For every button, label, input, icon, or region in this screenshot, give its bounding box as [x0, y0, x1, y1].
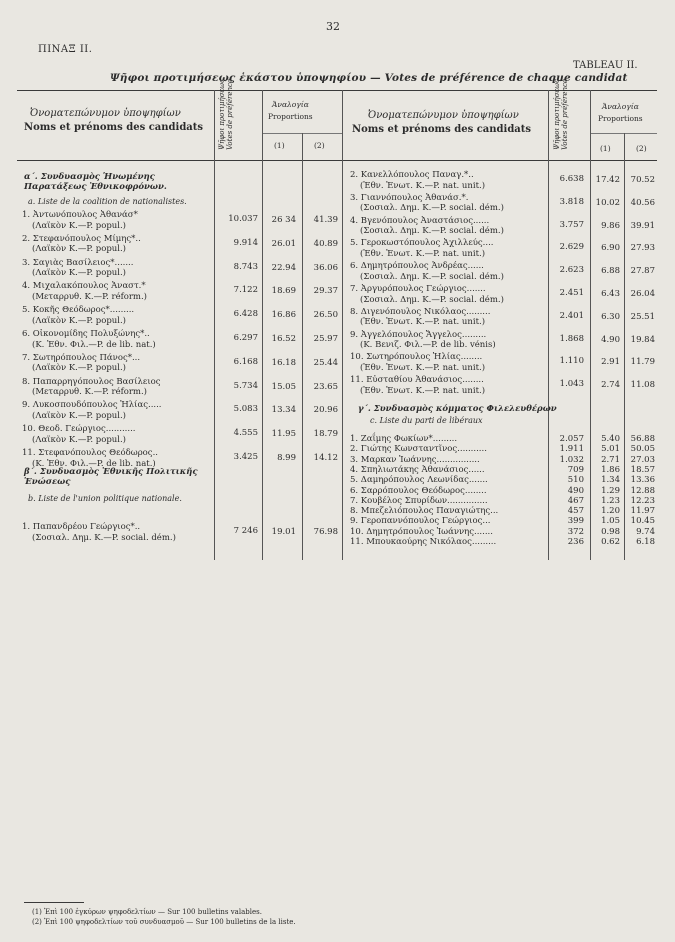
votes-value: 6.638 [559, 174, 584, 184]
votes-value: 10.037 [228, 214, 258, 224]
candidate-name: 7. Ἀργυρόπουλος Γεώργιος....... [350, 284, 486, 294]
proportion-2-value: 20.96 [313, 405, 338, 416]
votes-value: 1.110 [559, 356, 584, 367]
votes-value: 7.122 [233, 285, 258, 296]
candidate-party: (Ἐθν. Ἑνωτ. Κ.—P. nat. unit.) [360, 385, 486, 396]
header-names-greek-left: Ὀνοματεπώνυμον ὑποψηφίων [30, 108, 181, 119]
candidate-party: (Κ. Ἐθν. Φιλ.—P. de lib. nat.) [32, 458, 156, 469]
candidate-party: (Μεταρρυθ. Κ.—P. réform.) [32, 387, 147, 398]
candidate-name: 5. Κοκῆς Θεόδωρος*......... [22, 305, 135, 316]
header-votes-rot-left: Ψῆφοι προτιμήσεως Votes de préférence [218, 78, 234, 150]
proportion-2-value: 39.91 [630, 220, 655, 231]
table-row [22, 377, 161, 398]
table-row: 4. Σπηλιωτάκης Ἀθανάσιος...... [350, 464, 485, 475]
header-col2-left: (2) [314, 141, 325, 150]
candidate-party: (Λαϊκὸν Κ.—P. popul.) [32, 410, 126, 421]
table-row [22, 400, 162, 421]
candidate-name: 7. Σωτηρόπουλος Πάνος*... [22, 352, 141, 363]
votes-value: 8.743 [233, 261, 258, 272]
table-row [350, 375, 485, 396]
proportion-1-value: 5.01 [601, 444, 620, 455]
proportion-2-value: 11.08 [630, 380, 655, 391]
col-line [590, 90, 591, 560]
table-row [22, 448, 158, 469]
proportion-2-value: 10.45 [630, 516, 655, 527]
col-line [342, 90, 343, 560]
table-row [22, 305, 134, 326]
table-row: 2. Γιώτης Κωνσταντῖνος........... [350, 444, 487, 455]
proportion-1-value: 11.95 [271, 429, 296, 440]
proportion-2-value: 27.93 [630, 243, 655, 254]
proportion-1-value: 2.71 [601, 454, 620, 465]
table-row: 10. Δημητρόπουλος Ἰωάννης....... [350, 526, 493, 537]
candidate-party: (Λαϊκὸν Κ.—P. popul.) [32, 315, 126, 326]
votes-value: 2.401 [559, 310, 584, 321]
table-row [22, 522, 176, 543]
table-row [22, 258, 133, 279]
col-line [302, 133, 303, 560]
table-row [22, 329, 156, 350]
proportion-1-value: 8.99 [277, 453, 296, 463]
header-proportions-greek-left: Ἀναλογία [272, 100, 309, 109]
header-names-greek-right: Ὀνοματεπώνυμον ὑποψηφίων [368, 110, 519, 121]
header-names-french-right: Noms et prénoms des candidats [352, 124, 532, 135]
header-col1-right: (1) [600, 144, 611, 153]
proportion-2-value: 12.23 [630, 495, 655, 506]
table-row [350, 352, 485, 373]
proportion-2-value: 50.05 [630, 444, 655, 455]
table-row [350, 193, 504, 214]
candidate-party: (Ἐθν. Ἑνωτ. Κ.—P. nat. unit.) [360, 248, 486, 259]
proportion-1-value: 1.23 [601, 495, 620, 506]
proportion-2-value: 40.56 [630, 197, 655, 208]
votes-value: 467 [567, 495, 584, 506]
proportion-1-value: 15.05 [271, 381, 296, 392]
col-line [262, 90, 263, 560]
table-row [22, 353, 140, 374]
proportion-2-value: 13.36 [630, 475, 655, 486]
proportion-2-value: 56.88 [630, 434, 655, 444]
proportion-1-value: 0.98 [601, 526, 620, 537]
section-a-title: α΄. Συνδυασμὸς Ἡνωμένης Παρατάξεως Ἐθνικοφρόνων. [24, 172, 167, 192]
proportion-1-value: 1.34 [601, 475, 620, 486]
candidate-name: 9. Λυκοσπουδόπουλος Ἠλίας..... [22, 400, 162, 411]
header-proportions-greek-right: Ἀναλογία [602, 102, 639, 111]
col-line [214, 90, 215, 560]
candidate-party: (Σοσιαλ. Δημ. Κ.—P. social. dém.) [32, 532, 176, 543]
table-row: 5. Δαμηρόπουλος Λεωνίδας....... [350, 475, 488, 486]
candidate-name: 10. Σωτηρόπουλος Ἠλίας........ [350, 352, 483, 363]
votes-value: 490 [567, 485, 584, 496]
candidate-party: (Λαϊκὸν Κ.—P. popul.) [32, 363, 126, 374]
votes-value: 4.555 [233, 428, 258, 439]
proportion-2-value: 9.74 [636, 526, 655, 537]
header-proportions-french-left: Proportions [268, 112, 313, 121]
proportion-1-value: 26 34 [271, 215, 296, 225]
proportion-2-value: 70.52 [630, 175, 655, 185]
candidate-party: (Λαϊκὸν Κ.—P. popul.) [32, 268, 126, 279]
candidate-name: 2. Κανελλόπουλος Παναγ.*.. [350, 170, 474, 180]
votes-value: 2.623 [559, 265, 584, 276]
candidate-party: (Σοσιαλ. Δημ. Κ.—P. social. dém.) [360, 203, 504, 214]
votes-value: 1.868 [559, 333, 584, 344]
proportion-1-value: 6.88 [601, 266, 620, 277]
candidate-party: (Λαϊκὸν Κ.—P. popul.) [32, 244, 126, 255]
section-b-title: β΄. Συνδυασμὸς Ἐθνικῆς Πολιτικῆς Ἑνώσεως [24, 467, 198, 487]
proportion-2-value: 76.98 [313, 527, 338, 537]
candidate-name: 3. Γιαννόπουλος Ἀθανάσ.*. [350, 192, 469, 203]
proportion-2-value: 26.04 [630, 289, 655, 299]
votes-value: 2.057 [559, 434, 584, 444]
proportion-2-value: 23.65 [313, 381, 338, 392]
proportion-1-value: 22.94 [271, 262, 296, 273]
candidate-name: 6. Οἰκονομίδης Πολυξώνης*.. [22, 329, 150, 339]
proportion-1-value: 6.30 [601, 311, 620, 322]
proportion-1-value: 6.90 [601, 243, 620, 254]
votes-value: 3.818 [559, 196, 584, 207]
candidate-party: (Μεταρρυθ. Κ.—P. réform.) [32, 291, 147, 302]
candidate-party: (Σοσιαλ. Δημ. Κ.—P. social. dém.) [360, 226, 504, 237]
votes-value: 510 [567, 475, 584, 486]
table-label-french: TABLEAU II. [573, 60, 638, 71]
candidate-party: (Κ. Βενιζ. Φιλ.—P. de lib. vénis) [360, 340, 496, 351]
proportion-1-value: 4.90 [601, 334, 620, 345]
votes-value: 6.168 [233, 356, 258, 367]
table-row [350, 307, 490, 328]
proportion-2-value: 18.79 [313, 429, 338, 440]
header-names-french-left: Noms et prénoms des candidats [24, 122, 204, 133]
table-row [22, 424, 135, 445]
proportion-2-value: 25.44 [313, 357, 338, 368]
votes-value: 5.734 [233, 380, 258, 391]
candidate-name: 11. Στεφανόπουλος Θεόδωρος.. [22, 448, 158, 458]
votes-value: 5.083 [233, 404, 258, 415]
proportion-1-value: 10.02 [595, 197, 620, 208]
table-row: 6. Σαρρόπουλος Θεόδωρος........ [350, 485, 487, 496]
proportion-2-value: 19.84 [630, 334, 655, 345]
header-col1-left: (1) [274, 141, 285, 150]
proportion-2-value: 14.12 [313, 453, 338, 463]
proportion-1-value: 1.05 [601, 516, 620, 527]
proportion-1-value: 5.40 [601, 434, 620, 444]
proportion-1-value: 1.20 [601, 506, 620, 517]
proportion-1-value: 13.34 [271, 405, 296, 416]
proportion-2-value: 25.97 [313, 334, 338, 344]
footnote-1: (1) Ἐπὶ 100 ἐγκύρων ψηφοδελτίων — Sur 100 bulletins valables. [32, 908, 262, 916]
candidate-party: (Ἐθν. Ἑνωτ. Κ.—P. nat. unit.) [360, 317, 486, 328]
candidate-name: 6. Δημητρόπουλος Ἀνδρέας...... [350, 261, 484, 272]
candidate-name: 8. Παπαρρηγόπουλος Βασίλειος [22, 376, 161, 387]
page-number: 32 [326, 20, 340, 33]
proportion-2-value: 25.51 [630, 311, 655, 322]
proportion-2-value: 11.79 [630, 357, 655, 368]
footnote-2: (2) Ἐπὶ 100 ψηφοδελτίων τοῦ συνδυασμοῦ — Sur 100 bulletins de la liste. [32, 918, 296, 926]
candidate-name: 5. Γεροκωστόπουλος Ἀχιλλεύς.... [350, 238, 494, 249]
header-col2-right: (2) [636, 144, 647, 153]
candidate-name: 1. Παπανδρέου Γεώργιος*.. [22, 522, 141, 532]
table-row: 3. Μαρκαν Ἰωάννης................ [350, 454, 480, 465]
candidate-party: (Λαϊκὸν Κ.—P. popul.) [32, 434, 126, 445]
candidate-party: (Ἐθν. Ἑνωτ. Κ.—P. nat. unit.) [360, 362, 486, 373]
proportion-2-value: 27.03 [630, 454, 655, 465]
header-votes-rot-right: Ψῆφοι προτιμήσεως Votes de préférence [553, 78, 569, 150]
votes-value: 372 [567, 526, 584, 537]
col-line [624, 133, 625, 560]
table-row [22, 234, 141, 255]
proportion-1-value: 6.43 [601, 289, 620, 299]
votes-value: 9.914 [233, 237, 258, 248]
proportion-1-value: 16.86 [271, 310, 296, 321]
table-row [350, 238, 493, 259]
candidate-party: (Σοσιαλ. Δημ. Κ.—P. social. dém.) [360, 271, 504, 282]
proportion-1-value: 1.86 [601, 464, 620, 475]
table-row: 7. Κουβέλος Σπυρίδων............... [350, 495, 488, 506]
votes-value: 457 [567, 506, 584, 517]
footnote-rule [24, 902, 84, 903]
table-row [350, 170, 485, 191]
table-row: 1. Ζαΐμης Φωκίων*......... [350, 434, 458, 444]
candidate-party: (Ἐθν. Ἑνωτ. Κ.—P. nat. unit.) [360, 180, 486, 191]
candidate-name: 2. Στεφανόπουλος Μίμης*.. [22, 233, 141, 244]
table-row [350, 330, 496, 351]
header-bottom-rule [17, 160, 657, 161]
candidate-party: (Σοσιαλ. Δημ. Κ.—P. social. dém.) [360, 294, 504, 305]
header-proportions-french-right: Proportions [598, 114, 643, 123]
proportion-1-value: 0.62 [601, 537, 620, 547]
proportion-2-value: 12.88 [630, 485, 655, 496]
section-a-subtitle: a. Liste de la coalition de nationalistes. [28, 197, 187, 206]
proportion-2-value: 6.18 [636, 537, 655, 547]
proportion-1-value: 2.91 [601, 357, 620, 368]
votes-value: 3.757 [559, 219, 584, 230]
candidate-party: (Λαϊκὸν Κ.—P. popul.) [32, 220, 126, 231]
proportion-2-value: 36.06 [313, 262, 338, 273]
candidate-name: 4. Μιχαλακόπουλος Ἀναστ.* [22, 281, 146, 292]
section-c-subtitle: c. Liste du parti de libéraux [370, 416, 483, 425]
proportion-1-value: 1.29 [601, 485, 620, 496]
proportion-1-value: 19.01 [271, 527, 296, 537]
votes-value: 399 [567, 516, 584, 527]
candidate-name: 1. Ἀντωνόπουλος Ἀθανάσ* [22, 210, 138, 220]
candidate-name: 3. Σαγιὰς Βασίλειος*....... [22, 257, 134, 268]
votes-value: 2.451 [559, 288, 584, 298]
candidate-name: 9. Ἀγγελόπουλος Ἄγγελος......... [350, 329, 487, 340]
candidate-name: 4. Βγενόπουλος Ἀναστάσιος...... [350, 215, 490, 226]
table-row [350, 216, 504, 237]
votes-value: 2.629 [559, 242, 584, 253]
section-b-subtitle: b. Liste de l'union politique nationale. [28, 494, 182, 503]
table-row: 8. Μπεζελιόπουλος Παναγιώτης... [350, 506, 499, 517]
table-row [350, 284, 504, 305]
proportion-1-value: 2.74 [601, 380, 620, 391]
proportion-1-value: 26.01 [271, 238, 296, 249]
proportion-1-value: 9.86 [601, 220, 620, 231]
proportion-2-value: 41.39 [313, 215, 338, 225]
table-row [22, 210, 138, 231]
votes-value: 236 [567, 537, 584, 547]
table-subtitle: Ψῆφοι προτιμήσεως ἑκάστου ὑποψηφίου — Votes de préférence de chaque candidat [110, 72, 628, 84]
proportion-1-value: 16.52 [271, 334, 296, 344]
candidate-party: (Κ. Ἐθν. Φιλ.—P. de lib. nat.) [32, 339, 156, 350]
proportion-2-value: 27.87 [630, 266, 655, 277]
candidate-name: 11. Εὐσταθίου Ἀθανάσιος........ [350, 375, 484, 386]
proportion-1-value: 18.69 [271, 286, 296, 297]
votes-value: 3.425 [233, 452, 258, 462]
candidate-name: 10. Θεοδ. Γεώργιος........... [22, 424, 136, 435]
table-row: 11. Μπουκαούρης Νικόλαος......... [350, 537, 497, 547]
proportion-2-value: 26.50 [313, 310, 338, 321]
candidate-name: 8. Διγενόπουλος Νικόλαος......... [350, 306, 491, 317]
section-c-title: γ΄. Συνδυασμὸς κόμματος Φιλελευθέρων [358, 404, 557, 414]
col-line [548, 90, 549, 560]
proportion-2-value: 29.37 [313, 286, 338, 297]
votes-value: 1.043 [559, 379, 584, 390]
table-label-greek: ΠΙΝΑΞ ΙΙ. [38, 44, 93, 55]
votes-value: 709 [567, 464, 584, 475]
votes-value: 1.032 [559, 454, 584, 465]
votes-value: 6.297 [233, 333, 258, 343]
table-row [22, 281, 147, 302]
votes-value: 7 246 [233, 526, 258, 536]
table-row [350, 261, 504, 282]
proportion-1-value: 17.42 [595, 175, 620, 185]
table-row: 9. Γεροπαννόπουλος Γεώργιος... [350, 516, 491, 527]
votes-value: 6.428 [233, 309, 258, 320]
proportion-2-value: 40.89 [313, 238, 338, 249]
votes-value: 1.911 [559, 444, 584, 455]
proportion-2-value: 11.97 [630, 506, 655, 517]
proportion-1-value: 16.18 [271, 357, 296, 368]
proportion-2-value: 18.57 [630, 464, 655, 475]
